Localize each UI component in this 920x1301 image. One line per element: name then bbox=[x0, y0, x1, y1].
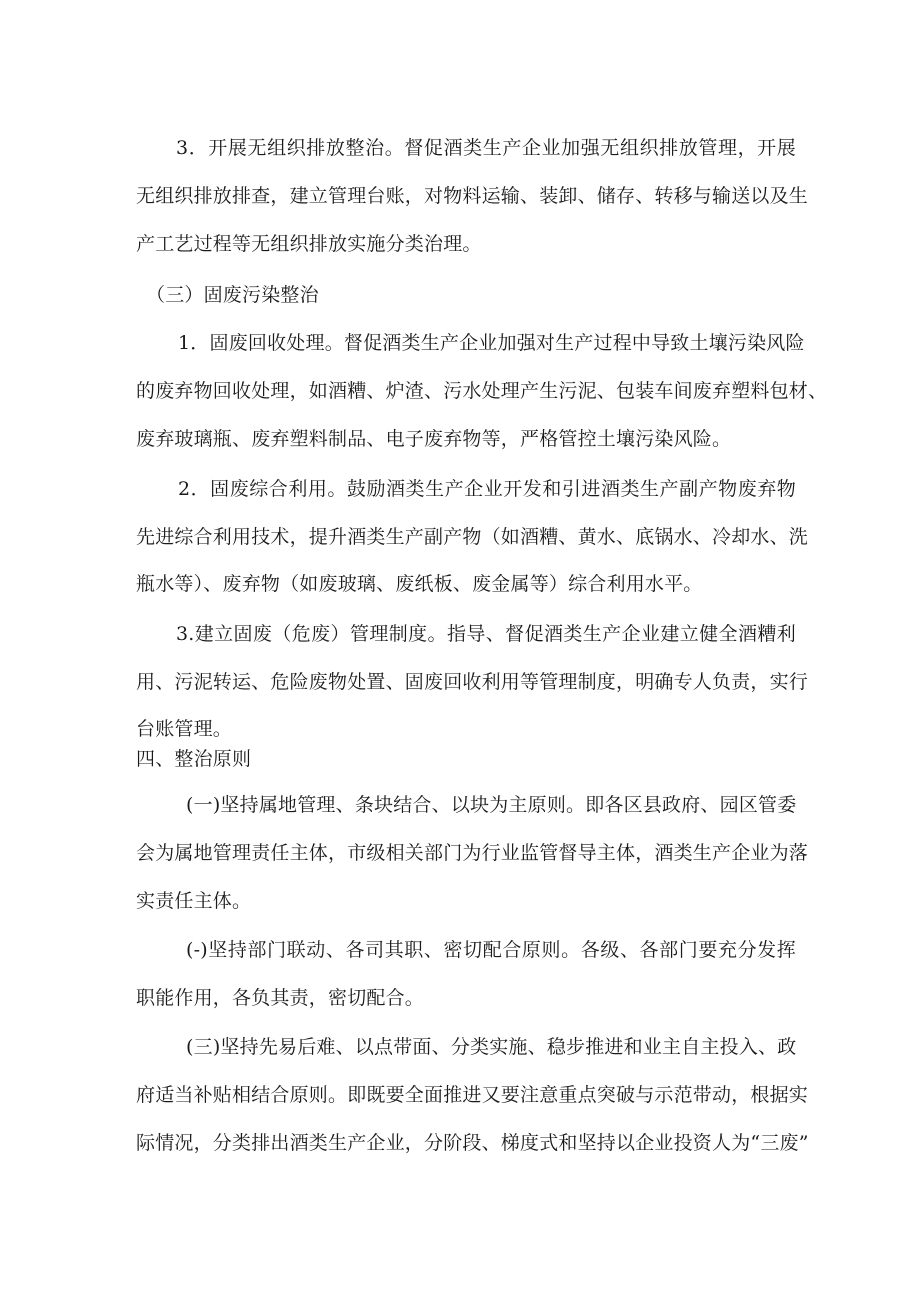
paragraph-line: 废弃玻璃瓶、废弃塑料制品、电子废弃物等，严格管控土壤污染风险。 bbox=[136, 428, 732, 450]
paragraph-line: 府适当补贴相结合原则。即既要全面推进又要注意重点突破与示范带动，根据实 bbox=[136, 1084, 809, 1106]
paragraph-line: 瓶水等）、废弃物（如废玻璃、废纸板、废金属等）综合利用水平。 bbox=[136, 573, 703, 595]
paragraph-line: 3.建立固废（危废）管理制度。指导、督促酒类生产企业建立健全酒糟利 bbox=[176, 623, 796, 645]
paragraph-line: 2．固废综合利用。鼓励酒类生产企业开发和引进酒类生产副产物废弃物 bbox=[178, 478, 796, 500]
paragraph-line: (一)坚持属地管理、条块结合、以块为主原则。即各区县政府、园区管委 bbox=[186, 794, 797, 816]
section-heading: （三）固废污染整治 bbox=[146, 284, 319, 306]
paragraph-line: 会为属地管理责任主体，市级相关部门为行业监管督导主体，酒类生产企业为落 bbox=[136, 842, 809, 864]
paragraph-line: (-)坚持部门联动、各司其职、密切配合原则。各级、各部门要充分发挥 bbox=[186, 939, 796, 961]
paragraph-line: 实责任主体。 bbox=[136, 890, 252, 912]
paragraph-line: 的废弃物回收处理，如酒糟、炉渣、污水处理产生污泥、包装车间废弃塑料包材、 bbox=[136, 380, 828, 402]
paragraph-line: 台账管理。 bbox=[136, 718, 233, 740]
paragraph-line: 用、污泥转运、危险废物处置、固废回收利用等管理制度，明确专人负责，实行 bbox=[136, 671, 809, 693]
paragraph-line: 无组织排放排查，建立管理台账，对物料运输、装卸、储存、转移与输送以及生 bbox=[136, 185, 809, 207]
paragraph-line: (三)坚持先易后难、以点带面、分类实施、稳步推进和业主自主投入、政 bbox=[186, 1036, 797, 1058]
section-heading: 四、整治原则 bbox=[136, 748, 252, 770]
paragraph-line: 先进综合利用技术，提升酒类生产副产物（如酒糟、黄水、底锅水、冷却水、洗 bbox=[136, 526, 809, 548]
paragraph-line: 产工艺过程等无组织排放实施分类治理。 bbox=[136, 233, 482, 255]
paragraph-line: 职能作用，各负其责，密切配合。 bbox=[136, 987, 425, 1009]
paragraph-line: 际情况，分类排出酒类生产企业，分阶段、梯度式和坚持以企业投资人为“三废” bbox=[136, 1132, 809, 1154]
paragraph-line: 3．开展无组织排放整治。督促酒类生产企业加强无组织排放管理，开展 bbox=[176, 137, 796, 159]
paragraph-line: 1．固废回收处理。督促酒类生产企业加强对生产过程中导致土壤污染风险 bbox=[178, 332, 805, 354]
